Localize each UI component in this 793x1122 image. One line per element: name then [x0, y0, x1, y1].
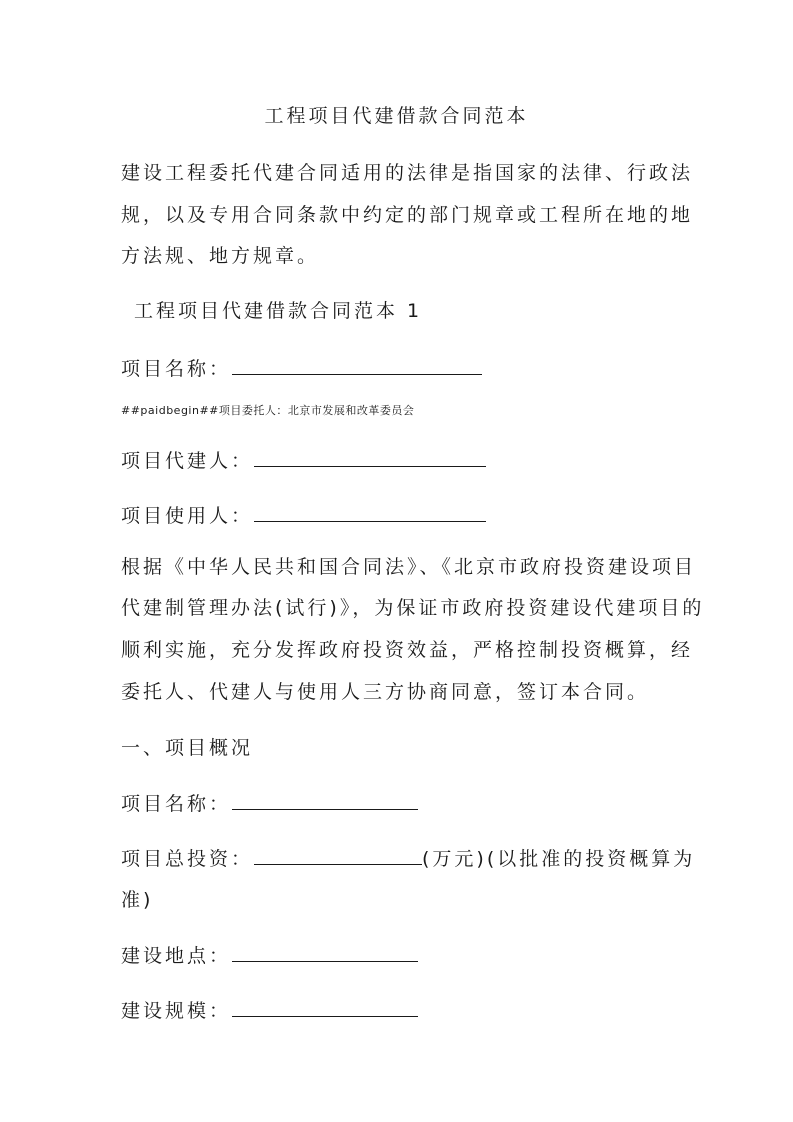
body-line-3: 顺利实施，充分发挥政府投资效益，严格控制投资概算，经	[121, 639, 694, 661]
section-subtitle: 工程项目代建借款合同范本 1	[134, 300, 423, 322]
s1-scale-row	[121, 998, 418, 1023]
agent-label: 项目代建人：	[121, 450, 254, 472]
paid-marker-line: ##paidbegin##项目委托人：北京市发展和改革委员会	[121, 404, 415, 417]
body-line-2: 代建制管理办法(试行)》，为保证市政府投资建设代建项目的	[121, 597, 705, 619]
body-line-1: 根据《中华人民共和国合同法》、《北京市政府投资建设项目	[121, 556, 697, 578]
user-blank	[254, 503, 486, 522]
body-line-4: 委托人、代建人与使用人三方协商同意，签订本合同。	[121, 681, 650, 703]
s1-invest-cont: 准)	[121, 889, 154, 911]
project-name-blank	[232, 356, 482, 375]
intro-line-2: 规，以及专用合同条款中约定的部门规章或工程所在地的地	[121, 204, 694, 226]
s1-name-label: 项目名称：	[121, 793, 232, 815]
s1-invest-row	[121, 846, 695, 871]
s1-location-label: 建设地点：	[121, 945, 232, 967]
s1-location-row	[121, 943, 418, 968]
section-1-heading: 一、项目概况	[121, 737, 254, 759]
s1-scale-label: 建设规模：	[121, 1000, 232, 1022]
s1-invest-suffix: (万元)(以批准的投资概算为	[422, 848, 696, 870]
s1-name-blank	[232, 791, 418, 810]
s1-scale-blank	[232, 998, 418, 1017]
user-row	[121, 503, 486, 528]
s1-invest-blank	[254, 846, 422, 865]
project-name-row	[121, 356, 482, 381]
intro-line-1: 建设工程委托代建合同适用的法律是指国家的法律、行政法	[121, 162, 694, 184]
document-title: 工程项目代建借款合同范本	[264, 105, 529, 127]
s1-name-row	[121, 791, 418, 816]
agent-row	[121, 448, 486, 473]
s1-location-blank	[232, 943, 418, 962]
user-label: 项目使用人：	[121, 505, 254, 527]
s1-invest-label: 项目总投资：	[121, 848, 254, 870]
project-name-label: 项目名称：	[121, 358, 232, 380]
intro-line-3: 方法规、地方规章。	[121, 245, 320, 267]
agent-blank	[254, 448, 486, 467]
